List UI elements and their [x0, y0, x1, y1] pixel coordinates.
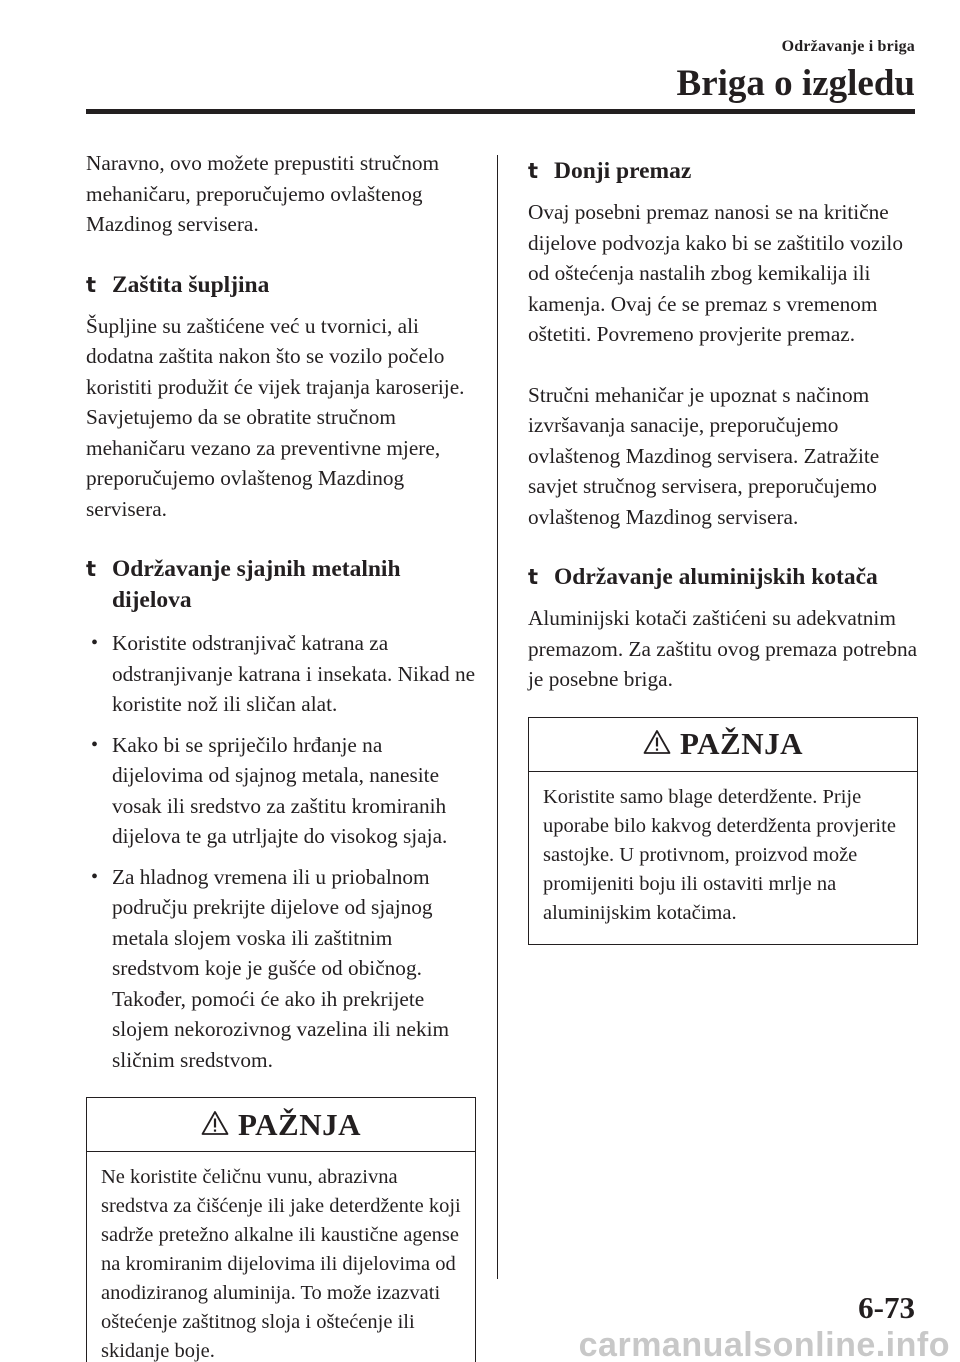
heading-text: Održavanje aluminijskih kotača — [554, 564, 878, 590]
aluminum-wheels-text: Aluminijski kotači zaštićeni su adekvatnim premazom. Za zaštitu ovog premaza potrebna je posebne briga. — [528, 606, 918, 691]
intro-paragraph: Naravno, ovo možete prepustiti stručnom mehaničaru, preporučujemo ovlaštenog Mazdinog servisera. — [86, 151, 440, 236]
section-title: Održavanje i briga — [781, 38, 915, 55]
caution-text: Koristite samo blage deterdžente. Prije uporabe bilo kakvog deterdženta provjerite sastojke. U protivnom, proizvod može promijeniti boju ili ostaviti mrlje na aluminijskim kotačima. — [543, 785, 896, 924]
warning-triangle-icon — [643, 729, 671, 755]
caution-box — [528, 717, 918, 945]
caution-title: PAŽNJA — [680, 726, 803, 761]
underbody-repair-text: Stručni mehaničar je upoznat s načinom izvršavanja sanacije, preporučujemo ovlaštenog Mazdinog servisera. Zatražite savjet stručnog servisera, preporučujemo ovlaštenog Mazdinog servisera. — [528, 382, 880, 529]
section-marker: t — [528, 159, 539, 183]
list-item — [86, 862, 476, 1076]
underbody-coating-text: Ovaj posebni premaz nanosi se na kritične dijelove podvozja kako bi se zaštitilo vozilo od oštećenja nastalih zbog kemikalija ili kamenja. Ovaj će se premaz s vremenom oštetiti. Povremeno provjerite premaz. — [528, 200, 903, 346]
bullet-icon: • — [91, 632, 99, 654]
caution-text: Ne koristite čeličnu vunu, abrazivna sredstva za čišćenje ili jake deterdžente koji sadrže pretežno alkalne ili kaustične agense na kromiranim dijelovima ili dijelovima od anodiziranog aluminija. To može izazvati oštećenje zaštitnog sloja i oštećenje ili skidanje boje. — [101, 1166, 461, 1362]
warning-triangle-icon — [201, 1110, 229, 1136]
heading-shiny-metal — [86, 554, 476, 616]
cavity-protection-text: Šupljine su zaštićene već u tvornici, ali dodatna zaštita nakon što se vozilo počelo koristiti produžit će vijek trajanja karoserije. Savjetujemo da se obratite stručnom mehaničaru vezano za preventivne mjere, preporučujemo ovlaštenog Mazdinog servisera. — [86, 313, 465, 521]
heading-text: Zaštita šupljina — [112, 271, 270, 298]
list-item-text: Kako bi se spriječilo hrđanje na dijelovima od sjajnog metala, nanesite vosak ili sredstvo za zaštitu kromiranih dijelova te ga utrljajte do visokog sjaja. — [112, 732, 448, 848]
list-item-text: Koristite odstranjivač katrana za odstranjivanje katrana i insekata. Nikad ne koristite nož ili sličan alat. — [112, 631, 476, 716]
page-title: Briga o izgledu — [676, 63, 915, 104]
list-item-text: Za hladnog vremena ili u priobalnom području prekrijte dijelove od sjajnog metala slojem voska ili zaštitnim sredstvom koje je gušće od običnog. Također, pomoći će ako ih prekrijete slojem nekorozivnog vazelina ili nekim sličnim sredstvom. — [112, 864, 450, 1072]
bullet-icon: • — [91, 733, 99, 756]
caution-title: PAŽNJA — [238, 1106, 361, 1142]
heading-aluminum-wheels — [528, 562, 918, 593]
header-rule — [86, 109, 915, 114]
caution-header — [87, 1098, 475, 1152]
bullet-icon: • — [91, 865, 99, 888]
heading-cavity-protection — [86, 270, 476, 301]
header-section-title — [782, 38, 915, 56]
section-marker: t — [528, 565, 539, 589]
heading-underbody-coating — [528, 156, 918, 187]
left-column — [86, 148, 476, 1362]
list-item — [86, 628, 476, 720]
shiny-metal-list — [86, 628, 476, 1075]
page-number: 6-73 — [858, 1290, 915, 1325]
caution-box — [86, 1097, 476, 1362]
right-column — [528, 148, 918, 945]
section-marker: t — [86, 272, 97, 297]
list-item — [86, 730, 476, 852]
section-marker: t — [86, 557, 97, 581]
heading-text: Donji premaz — [554, 158, 692, 184]
heading-text: Održavanje sjajnih metalnih dijelova — [112, 556, 401, 613]
column-divider — [497, 155, 498, 1279]
watermark: carmanualsonline.info — [578, 1326, 950, 1362]
caution-header — [529, 718, 917, 772]
